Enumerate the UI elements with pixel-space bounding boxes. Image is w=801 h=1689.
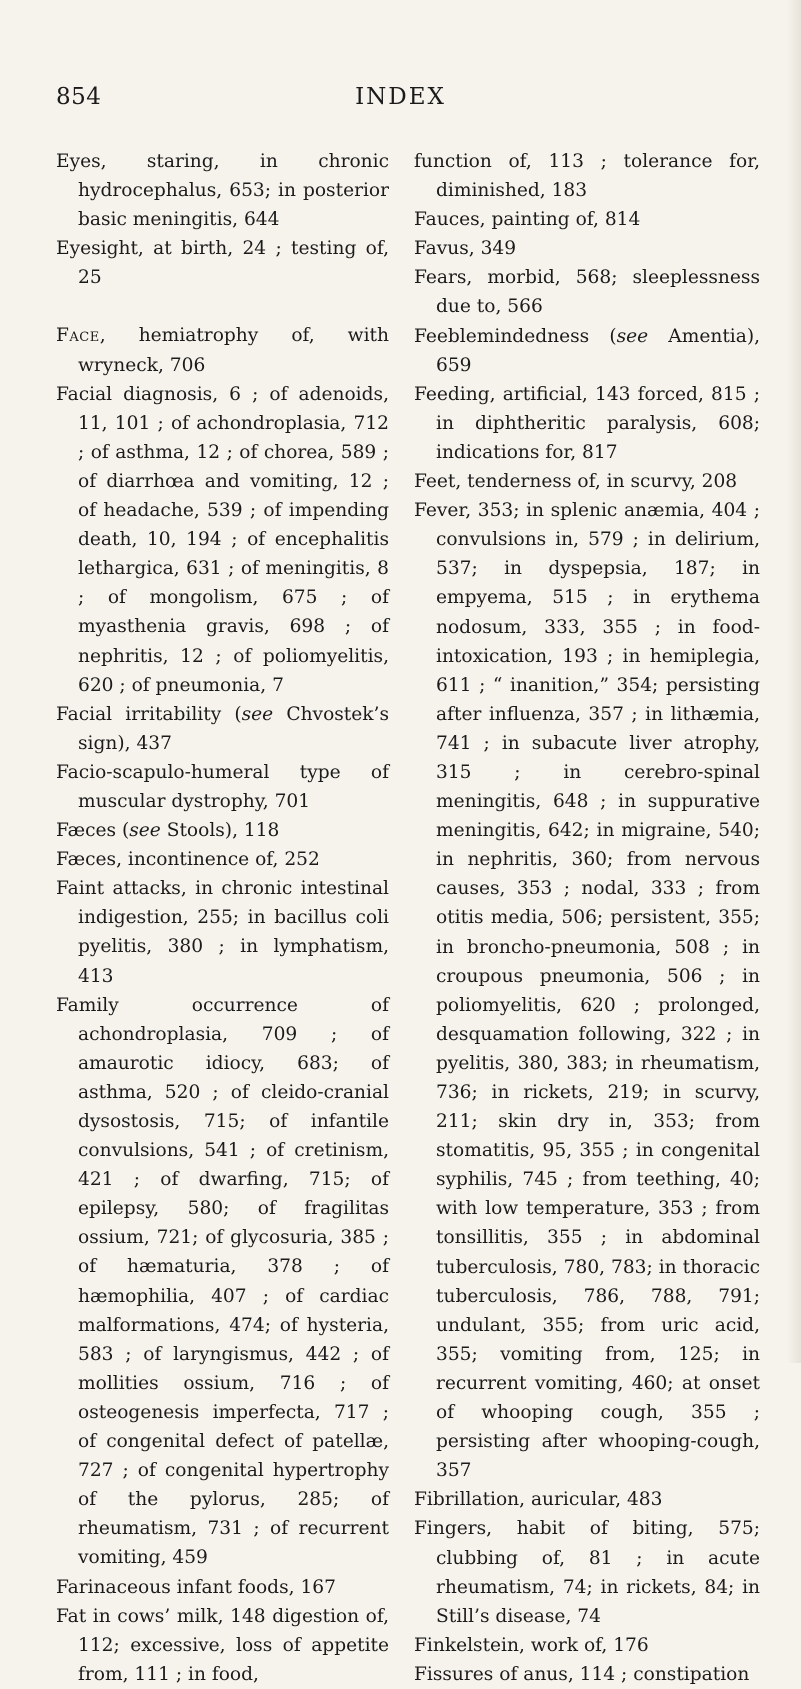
index-entry-text: Feeding, artificial, 143 forced, 815 ; in diphtheritic paralysis, 608; indications for, 817 xyxy=(414,383,760,463)
index-entry-text: Eyes, staring, in chronic hydrocephalus, 653; in posterior basic meningitis, 644 xyxy=(56,151,389,231)
cross-reference-see: see xyxy=(616,325,649,347)
index-entry xyxy=(56,758,389,816)
index-entry xyxy=(414,467,760,496)
index-entry-text: Feet, tenderness of, in scurvy, 208 xyxy=(414,471,738,493)
index-entry xyxy=(414,1660,760,1689)
index-entry xyxy=(56,321,389,379)
index-entry-text: Fibrillation, auricular, 483 xyxy=(414,1489,663,1511)
index-entry-text: Fissures of anus, 114 ; constipation xyxy=(414,1663,750,1685)
index-entry-text: Favus, 349 xyxy=(414,238,517,260)
index-entry xyxy=(414,205,760,234)
index-entry-text: Facio-scapulo-humeral type of muscular dystrophy, 701 xyxy=(56,761,389,812)
index-entry xyxy=(56,1573,389,1602)
index-entry-text: Fingers, habit of biting, 575; clubbing of, 81 ; in acute rheumatism, 74; in rickets, 84; in Still’s disease, 74 xyxy=(414,1518,760,1627)
page-edge-shadow xyxy=(787,0,801,1363)
index-entry-text: Fauces, painting of, 814 xyxy=(414,209,641,231)
index-entry xyxy=(56,874,389,990)
index-entry-text: Farinaceous infant foods, 167 xyxy=(56,1576,336,1598)
index-entry xyxy=(56,234,389,292)
index-entry-text: Fat in cows’ milk, 148 digestion of, 112; excessive, loss of appetite from, 111 ; in food, xyxy=(56,1605,389,1685)
index-entry-text: Finkelstein, work of, 176 xyxy=(414,1634,649,1656)
index-entry-text: Feeblemindedness ( xyxy=(414,325,617,347)
index-entry xyxy=(414,380,760,467)
index-entry-text: Fæces, incontinence of, 252 xyxy=(56,849,320,871)
index-entry xyxy=(414,1631,760,1660)
index-entry xyxy=(414,322,760,380)
index-entry-text: , hemiatrophy of, with wryneck, 706 xyxy=(78,325,389,376)
index-entry-text: Faint attacks, in chronic intestinal indigestion, 255; in bacillus coli pyelitis, 380 ; in lymphatism, 413 xyxy=(56,878,389,987)
index-entry-text: Facial irritability ( xyxy=(56,703,242,725)
index-entry xyxy=(56,1602,389,1689)
index-entry-text: Fever, 353; in splenic anæmia, 404 ; convulsions in, 579 ; in delirium, 537; in dyspepsia, 187; in empyema, 515 ; in erythema nodosum, 333, 355 ; in food-intoxication, 193 ; in hemiplegia, 611 ; “ inanition,” 354; persisting after influenza, 357 ; in lithæmia, 741 ; in subacute liver atrophy, 315 ; in cerebro-spinal meningitis, 648 ; in suppurative meningitis, 642; in migraine, 540; in nephritis, 360; from nervous causes, 353 ; nodal, 333 ; from otitis media, 506; persistent, 355; in broncho-pneumonia, 508 ; in croupous pneumonia, 506 ; in poliomyelitis, 620 ; prolonged, desquamation following, 322 ; in pyelitis, 380, 383; in rheumatism, 736; in rickets, 219; in scurvy, 211; skin dry in, 353; from stomatitis, 95, 355 ; in congenital syphilis, 745 ; from teething, 40; with low temperature, 353 ; from tonsillitis, 355 ; in abdominal tuberculosis, 780, 783; in thoracic tuberculosis, 786, 788, 791; undulant, 355; from uric acid, 355; vomiting from, 125; in recurrent vomiting, 460; at onset of whooping cough, 355 ; persisting after whooping-cough, 357 xyxy=(414,500,760,1482)
index-entry xyxy=(56,816,389,845)
page-number: 854 xyxy=(56,84,102,110)
index-entry-text: Chvostek’s sign), 437 xyxy=(78,703,389,754)
index-entry xyxy=(414,263,760,321)
index-entry-text: Face xyxy=(56,325,100,347)
index-entry xyxy=(56,991,389,1573)
index-entry xyxy=(414,147,760,205)
index-column-right xyxy=(414,147,760,1689)
running-head-title: INDEX xyxy=(355,84,446,110)
index-entry-text: function of, 113 ; tolerance for, diminished, 183 xyxy=(414,151,760,202)
index-column-left xyxy=(56,147,389,1689)
page-header xyxy=(0,84,801,124)
index-entry-text: Fæces ( xyxy=(56,820,130,842)
index-entry xyxy=(414,1514,760,1630)
index-entry xyxy=(56,147,389,234)
index-entry-text: Facial diagnosis, 6 ; of adenoids, 11, 101 ; of achondroplasia, 712 ; of asthma, 12 ; of chorea, 589 ; of diarrhœa and vomiting, 12 ; of headache, 539 ; of impending death, 10, 194 ; of encephalitis lethargica, 631 ; of meningitis, 8 ; of mongolism, 675 ; of myasthenia gravis, 698 ; of nephritis, 12 ; of poliomyelitis, 620 ; of pneumonia, 7 xyxy=(56,383,389,696)
index-entry xyxy=(414,496,760,1485)
index-entry xyxy=(56,380,389,700)
cross-reference-see: see xyxy=(241,703,274,725)
index-entry-text: Amentia), 659 xyxy=(436,325,760,376)
index-entry-text: Stools), 118 xyxy=(160,820,280,842)
index-entry-text: Eyesight, at birth, 24 ; testing of, 25 xyxy=(56,238,389,289)
index-entry-text: Fears, morbid, 568; sleeplessness due to, 566 xyxy=(414,267,760,318)
index-entry xyxy=(414,234,760,263)
cross-reference-see: see xyxy=(129,820,161,842)
index-entry xyxy=(414,1485,760,1514)
index-entry xyxy=(56,700,389,758)
index-entry-text: Family occurrence of achondroplasia, 709 ; of amaurotic idiocy, 683; of asthma, 520 ; of cleido-cranial dysostosis, 715; of infantile convulsions, 541 ; of cretinism, 421 ; of dwarfing, 715; of epilepsy, 580; of fragilitas ossium, 721; of glycosuria, 385 ; of hæmaturia, 378 ; of hæmophilia, 407 ; of cardiac malformations, 474; of hysteria, 583 ; of laryngismus, 442 ; of mollities ossium, 716 ; of osteogenesis imperfecta, 717 ; of congenital defect of patellæ, 727 ; of congenital hypertrophy of the pylorus, 285; of rheumatism, 731 ; of recurrent vomiting, 459 xyxy=(56,994,389,1569)
index-entry xyxy=(56,845,389,874)
